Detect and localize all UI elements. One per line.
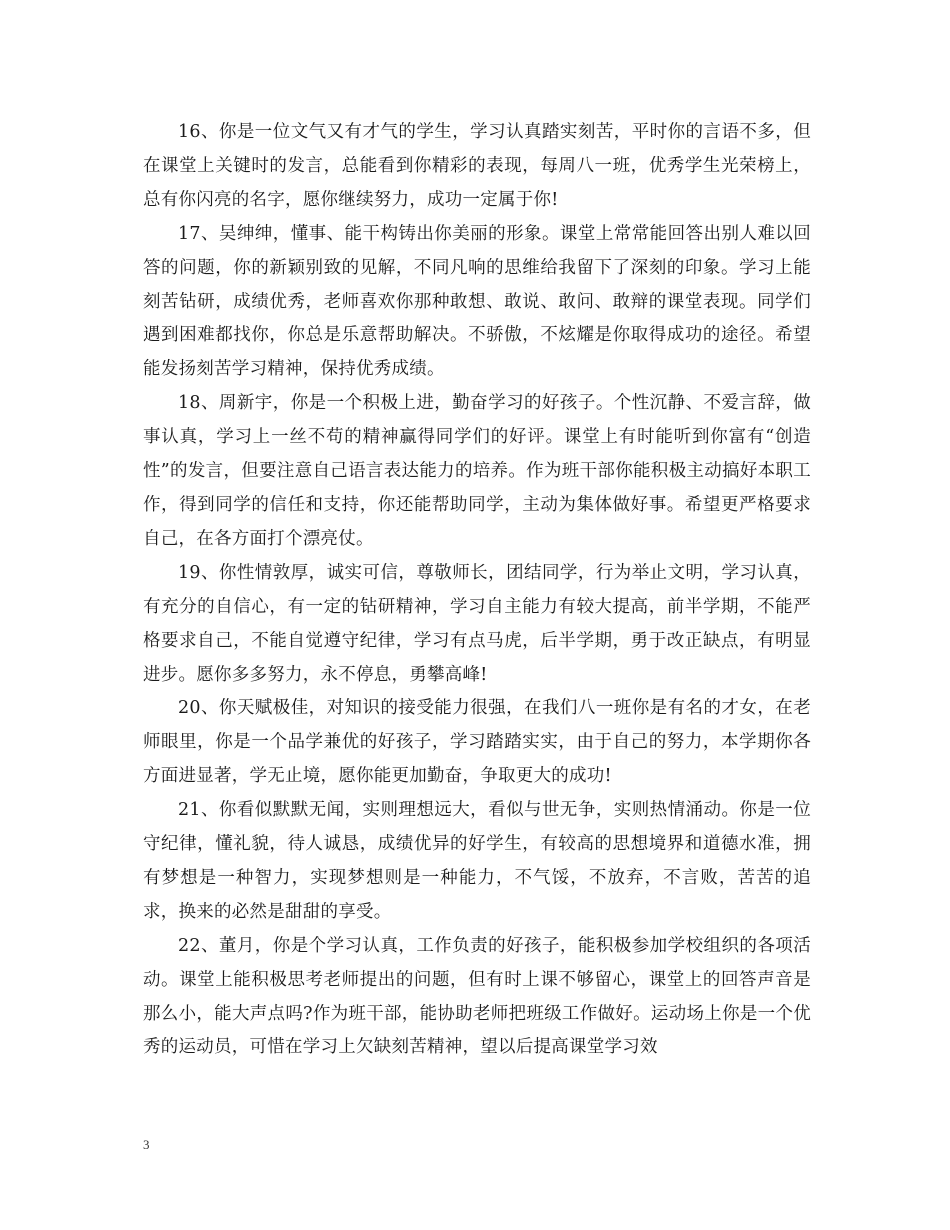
- paragraph-16: 16、你是一位文气又有才气的学生，学习认真踏实刻苦，平时你的言语不多，但在课堂上关键时的发言，总能看到你精彩的表现，每周八一班，优秀学生光荣榜上，总有你闪亮的名字，愿你继续努力，成功一定属于你!: [143, 122, 811, 210]
- paragraph-17: 17、吴绅绅，懂事、能干构铸出你美丽的形象。课堂上常常能回答出别人难以回答的问题，你的新颖别致的见解，不同凡响的思维给我留下了深刻的印象。学习上能刻苦钻研，成绩优秀，老师喜欢你那种敢想、敢说、敢问、敢辩的课堂表现。同学们遇到困难都找你，你总是乐意帮助解决。不骄傲，不炫耀是你取得成功的途径。希望能发扬刻苦学习精神，保持优秀成绩。: [143, 223, 811, 380]
- paragraph-20: 20、你天赋极佳，对知识的接受能力很强，在我们八一班你是有名的才女，在老师眼里，你是一个品学兼优的好孩子，学习踏踏实实，由于自己的努力，本学期你各方面进显著，学无止境，愿你能更加勤奋，争取更大的成功!: [143, 698, 811, 787]
- paragraph-22: 22、董月，你是个学习认真，工作负责的好孩子，能积极参加学校组织的各项活动。课堂上能积极思考老师提出的问题，但有时上课不够留心，课堂上的回答声音是那么小，能大声点吗?作为班干部，能协助老师把班级工作做好。运动场上你是一个优秀的运动员，可惜在学习上欠缺刻苦精神，望以后提高课堂学习效: [143, 935, 811, 1058]
- paragraph-18: 18、周新宇，你是一个积极上进，勤奋学习的好孩子。个性沉静、不爱言辞，做事认真，学习上一丝不苟的精神赢得同学们的好评。课堂上有时能听到你富有“创造性”的发言，但要注意自己语言表达能力的培养。作为班干部你能积极主动搞好本职工作，得到同学的信任和支持，你还能帮助同学，主动为集体做好事。希望更严格要求自己，在各方面打个漂亮仗。: [143, 393, 811, 549]
- page-number: 3: [143, 1137, 150, 1152]
- document-body: [143, 116, 811, 1065]
- paragraph-21: 21、你看似默默无闻，实则理想远大，看似与世无争，实则热情涌动。你是一位守纪律，懂礼貌，待人诚恳，成绩优异的好学生，有较高的思想境界和道德水准，拥有梦想是一种智力，实现梦想则是一种能力，不气馁，不放弃，不言败，苦苦的追求，换来的必然是甜甜的享受。: [143, 800, 811, 922]
- paragraph-19: 19、你性情敦厚，诚实可信，尊敬师长，团结同学，行为举止文明，学习认真，有充分的自信心，有一定的钻研精神，学习自主能力有较大提高，前半学期，不能严格要求自己，不能自觉遵守纪律，学习有点马虎，后半学期，勇于改正缺点，有明显进步。愿你多多努力，永不停息，勇攀高峰!: [143, 562, 811, 685]
